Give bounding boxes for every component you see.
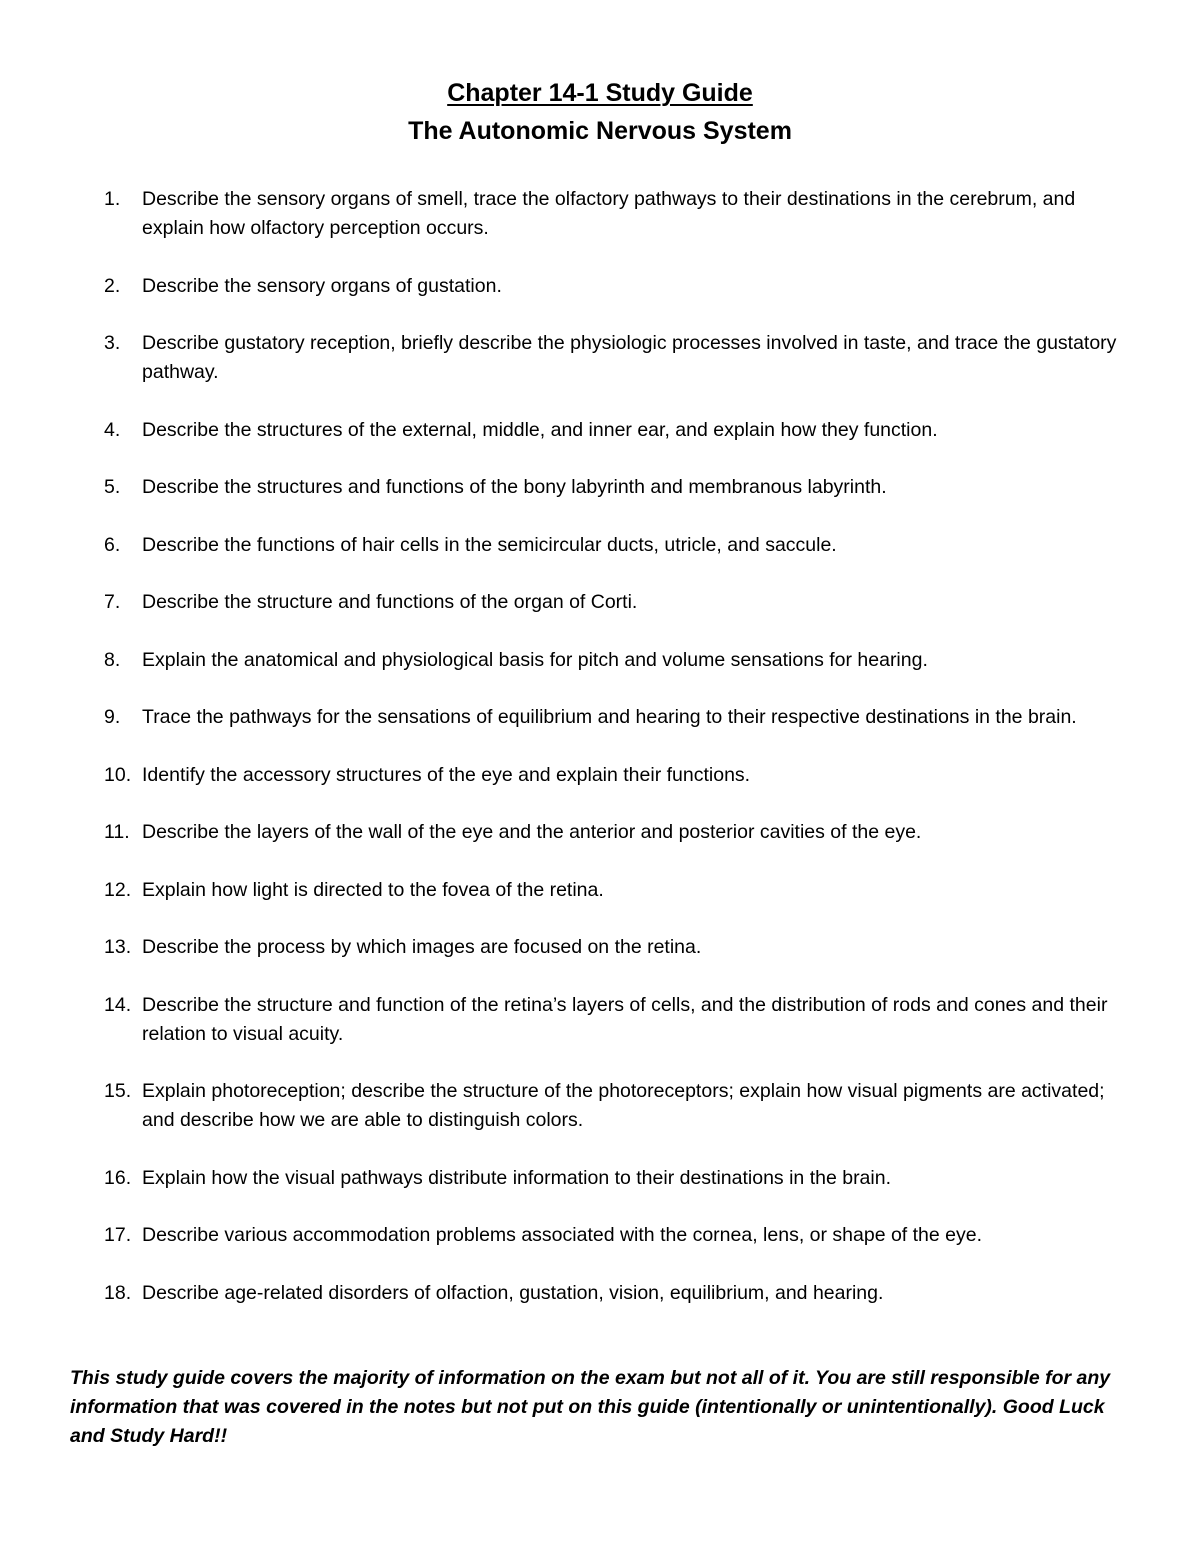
item-number: 11. [104, 821, 130, 843]
item-number: 2. [104, 274, 121, 297]
item-text: Explain the anatomical and physiological basis for pitch and volume sensations for hearing. [142, 648, 928, 671]
list-item [104, 1164, 1134, 1193]
item-number: 3. [104, 332, 121, 354]
item-text: Describe various accommodation problems associated with the cornea, lens, or shape of the eye. [142, 1224, 983, 1246]
item-text: Describe the sensory organs of smell, trace the olfactory pathways to their destinations in the cerebrum, and explain how olfactory perception occurs. [142, 188, 1076, 239]
list-item [104, 531, 1134, 560]
item-number: 18. [104, 1281, 132, 1304]
list-item [104, 1279, 1134, 1308]
item-text: Describe the structures of the external, middle, and inner ear, and explain how they function. [142, 418, 938, 441]
item-number: 5. [104, 476, 121, 498]
item-number: 1. [104, 188, 121, 210]
list-item [104, 329, 1134, 387]
item-text: Explain how light is directed to the fovea of the retina. [142, 878, 604, 901]
list-item [104, 272, 1134, 301]
list-item [104, 761, 1134, 790]
item-text: Describe the layers of the wall of the eye and the anterior and posterior cavities of the eye. [142, 821, 922, 843]
closing-note: This study guide covers the majority of information on the exam but not all of it. You are still responsible for any information that was covered in the notes but not put on this guide (intentionally or unintentionally). Good Luck and Study Hard!! [70, 1367, 1111, 1447]
item-text: Describe the structure and functions of the organ of Corti. [142, 591, 638, 613]
item-number: 6. [104, 533, 121, 556]
list-item [104, 646, 1134, 675]
list-item [104, 185, 1134, 243]
list-item [104, 416, 1134, 445]
item-number: 17. [104, 1224, 132, 1246]
item-text: Describe gustatory reception, briefly describe the physiologic processes involved in taste, and trace the gustatory pathway. [142, 332, 1117, 383]
item-number: 16. [104, 1166, 132, 1189]
list-item [104, 876, 1134, 905]
item-text: Describe the functions of hair cells in the semicircular ducts, utricle, and saccule. [142, 533, 837, 556]
item-text: Explain how the visual pathways distribute information to their destinations in the brain. [142, 1166, 891, 1189]
list-item [104, 818, 1134, 847]
item-number: 8. [104, 648, 121, 671]
item-text: Describe the structures and functions of the bony labyrinth and membranous labyrinth. [142, 476, 887, 498]
item-text: Describe the structure and function of the retina’s layers of cells, and the distribution of rods and cones and their relation to visual acuity. [142, 993, 1108, 1045]
item-text: Explain photoreception; describe the structure of the photoreceptors; explain how visual pigments are activated; and describe how we are able to distinguish colors. [142, 1080, 1105, 1131]
item-number: 4. [104, 418, 121, 441]
list-item [104, 703, 1134, 732]
list-item [104, 588, 1134, 617]
item-number: 9. [104, 706, 121, 728]
item-text: Trace the pathways for the sensations of equilibrium and hearing to their respective destinations in the brain. [142, 706, 1077, 728]
item-text: Describe age-related disorders of olfaction, gustation, vision, equilibrium, and hearing. [142, 1281, 884, 1304]
item-text: Describe the process by which images are focused on the retina. [142, 936, 702, 958]
page-title: Chapter 14-1 Study Guide [447, 79, 753, 107]
objectives-list [104, 185, 1134, 1336]
list-item [104, 1077, 1134, 1135]
list-item [104, 473, 1134, 502]
item-number: 10. [104, 763, 132, 786]
list-item [104, 1221, 1134, 1250]
item-number: 7. [104, 591, 121, 613]
list-item [104, 933, 1134, 962]
item-text: Describe the sensory organs of gustation. [142, 274, 502, 297]
item-number: 13. [104, 936, 132, 958]
item-number: 14. [104, 993, 132, 1016]
item-number: 15. [104, 1080, 132, 1102]
item-text: Identify the accessory structures of the eye and explain their functions. [142, 763, 751, 786]
page-subtitle: The Autonomic Nervous System [408, 117, 792, 145]
item-number: 12. [104, 878, 132, 901]
list-item [104, 991, 1134, 1049]
